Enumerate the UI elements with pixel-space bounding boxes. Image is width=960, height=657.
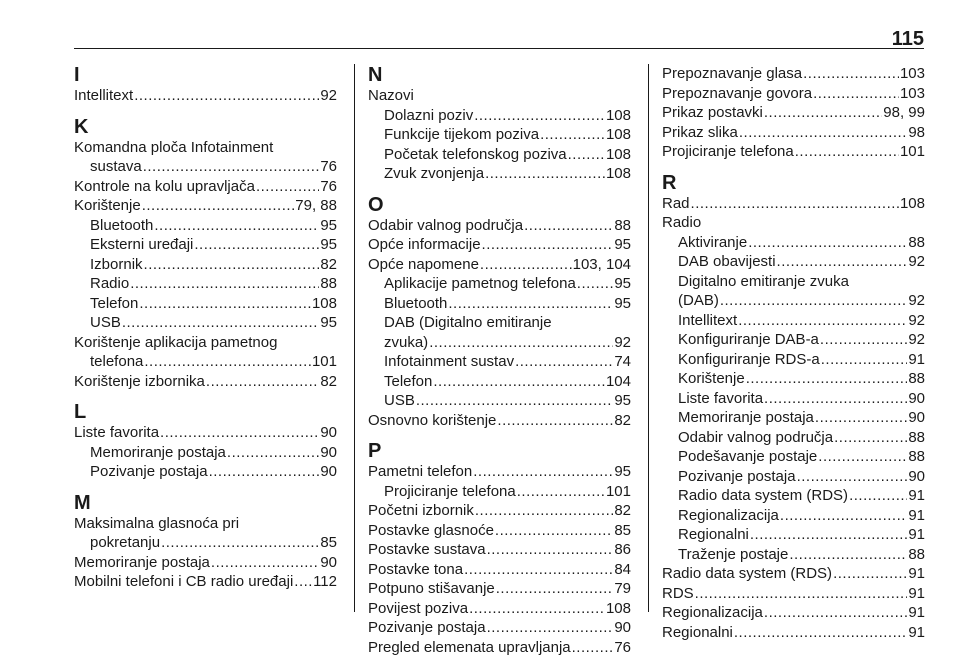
dot-leader: [209, 462, 320, 482]
index-subentry: [74, 274, 337, 294]
entry-page-ref: 76: [320, 177, 337, 197]
entry-term: Podešavanje postaje: [678, 447, 817, 467]
entry-page-ref: 108: [606, 164, 631, 184]
index-subentry: [662, 369, 925, 389]
entry-term: Korištenje: [74, 196, 141, 216]
dot-leader: [849, 486, 907, 506]
entry-page-ref: 90: [320, 443, 337, 463]
dot-leader: [294, 572, 312, 592]
entry-term: Intellitext: [678, 311, 737, 331]
entry-term: Regionalni: [662, 623, 733, 643]
dot-leader: [227, 443, 319, 463]
entry-page-ref: 101: [900, 142, 925, 162]
entry-page-ref: 90: [908, 408, 925, 428]
index-subentry: [368, 372, 631, 392]
dot-leader: [134, 86, 319, 106]
entry-page-ref: 82: [614, 411, 631, 431]
dot-leader: [474, 106, 605, 126]
index-entry: [368, 560, 631, 580]
entry-page-ref: 103: [900, 64, 925, 84]
index-entry: [368, 216, 631, 236]
dot-leader: [160, 423, 319, 443]
entry-page-ref: 88: [908, 428, 925, 448]
index-subentry: [662, 330, 925, 350]
entry-page-ref: 95: [614, 235, 631, 255]
dot-leader: [497, 411, 613, 431]
entry-page-ref: 95: [320, 235, 337, 255]
dot-leader: [480, 255, 572, 275]
entry-page-ref: 92: [320, 86, 337, 106]
index-entry: [368, 255, 631, 275]
index-entry: [368, 411, 631, 431]
index-subentry-text: Digitalno emitiranje zvuka: [662, 272, 925, 292]
entry-page-ref: 103, 104: [573, 255, 631, 275]
entry-page-ref: 108: [312, 294, 337, 314]
entry-page-ref: 98: [908, 123, 925, 143]
entry-term: Pametni telefon: [368, 462, 472, 482]
entry-term: Korištenje izbornika: [74, 372, 205, 392]
header-rule: [74, 48, 924, 49]
dot-leader: [139, 294, 311, 314]
entry-page-ref: 92: [908, 252, 925, 272]
entry-term: DAB obavijesti: [678, 252, 776, 272]
index-subentry: [74, 533, 337, 553]
index-column-2: [368, 64, 631, 657]
entry-page-ref: 92: [908, 291, 925, 311]
entry-page-ref: 84: [614, 560, 631, 580]
dot-leader: [813, 84, 899, 104]
index-entry-text: Komandna ploča Infotainment: [74, 138, 337, 158]
index-subentry: [368, 125, 631, 145]
entry-term: Prikaz slika: [662, 123, 738, 143]
entry-term: Povijest poziva: [368, 599, 468, 619]
entry-page-ref: 91: [908, 350, 925, 370]
entry-term: Konfiguriranje DAB-a: [678, 330, 819, 350]
entry-term: Regionalizacija: [678, 506, 779, 526]
entry-page-ref: 112: [313, 572, 337, 592]
dot-leader: [748, 233, 907, 253]
entry-term: Dolazni poziv: [384, 106, 473, 126]
dot-leader: [433, 372, 605, 392]
index-subentry: [368, 352, 631, 372]
entry-term: Rad: [662, 194, 690, 214]
entry-term: Radio data system (RDS): [662, 564, 832, 584]
entry-term: Telefon: [384, 372, 432, 392]
index-entry: [368, 521, 631, 541]
entry-page-ref: 91: [908, 564, 925, 584]
index-entry: [662, 623, 925, 643]
index-subentry: [368, 482, 631, 502]
entry-page-ref: 74: [614, 352, 631, 372]
entry-page-ref: 85: [614, 521, 631, 541]
entry-page-ref: 90: [320, 462, 337, 482]
index-entry: [368, 618, 631, 638]
entry-term: Potpuno stišavanje: [368, 579, 495, 599]
dot-leader: [122, 313, 319, 333]
entry-term: Eksterni uređaji: [90, 235, 193, 255]
dot-leader: [764, 389, 907, 409]
entry-page-ref: 91: [908, 623, 925, 643]
dot-leader: [473, 462, 613, 482]
index-entry: [74, 372, 337, 392]
dot-leader: [211, 553, 319, 573]
index-subentry: [662, 428, 925, 448]
entry-term: Memoriranje postaja: [678, 408, 814, 428]
entry-term: Memoriranje postaja: [90, 443, 226, 463]
index-entry: [368, 599, 631, 619]
dot-leader: [429, 333, 613, 353]
dot-leader: [572, 638, 614, 657]
index-entry: [74, 553, 337, 573]
index-letter-heading: O: [368, 194, 631, 216]
entry-page-ref: 108: [606, 145, 631, 165]
entry-page-ref: 95: [614, 391, 631, 411]
dot-leader: [487, 540, 614, 560]
index-entry-text: Korištenje aplikacija pametnog: [74, 333, 337, 353]
dot-leader: [130, 274, 319, 294]
dot-leader: [764, 103, 882, 123]
index-entry-text: Maksimalna glasnoća pri: [74, 514, 337, 534]
dot-leader: [691, 194, 899, 214]
entry-page-ref: 92: [614, 333, 631, 353]
dot-leader: [517, 482, 605, 502]
dot-leader: [833, 564, 907, 584]
index-subentry: [662, 447, 925, 467]
dot-leader: [815, 408, 907, 428]
entry-page-ref: 82: [320, 255, 337, 275]
entry-page-ref: 79: [614, 579, 631, 599]
entry-term: Korištenje: [678, 369, 745, 389]
entry-term: Prepoznavanje glasa: [662, 64, 802, 84]
dot-leader: [495, 521, 613, 541]
index-subentry: [662, 467, 925, 487]
index-entry-text: Nazovi: [368, 86, 631, 106]
dot-leader: [206, 372, 319, 392]
dot-leader: [256, 177, 319, 197]
dot-leader: [734, 623, 907, 643]
entry-page-ref: 104: [606, 372, 631, 392]
index-entry: [368, 540, 631, 560]
entry-page-ref: 88: [908, 447, 925, 467]
entry-term: Pozivanje postaja: [90, 462, 208, 482]
entry-page-ref: 88: [320, 274, 337, 294]
entry-page-ref: 76: [320, 157, 337, 177]
column-divider-1: [354, 64, 355, 612]
entry-term: Pregled elemenata upravljanja: [368, 638, 571, 657]
entry-page-ref: 91: [908, 486, 925, 506]
entry-page-ref: 91: [908, 525, 925, 545]
index-subentry: [74, 443, 337, 463]
index-letter-heading: L: [74, 401, 337, 423]
dot-leader: [142, 196, 295, 216]
entry-term: Pozivanje postaja: [678, 467, 796, 487]
entry-term: Memoriranje postaja: [74, 553, 210, 573]
entry-term: Liste favorita: [678, 389, 763, 409]
entry-term: Početak telefonskog poziva: [384, 145, 567, 165]
index-subentry: [74, 313, 337, 333]
entry-page-ref: 82: [614, 501, 631, 521]
entry-term: Postavke glasnoće: [368, 521, 494, 541]
entry-term: Kontrole na kolu upravljača: [74, 177, 255, 197]
index-entry: [74, 177, 337, 197]
entry-term: Aktiviranje: [678, 233, 747, 253]
entry-page-ref: 85: [320, 533, 337, 553]
entry-page-ref: 108: [900, 194, 925, 214]
index-subentry: [662, 252, 925, 272]
entry-page-ref: 108: [606, 106, 631, 126]
index-entry: [662, 123, 925, 143]
index-entry: [662, 584, 925, 604]
entry-term: Pozivanje postaja: [368, 618, 486, 638]
entry-term: Konfiguriranje RDS-a: [678, 350, 820, 370]
dot-leader: [540, 125, 605, 145]
dot-leader: [485, 164, 605, 184]
dot-leader: [834, 428, 907, 448]
dot-leader: [524, 216, 613, 236]
index-subentry: [662, 525, 925, 545]
index-subentry: [662, 233, 925, 253]
entry-term: Bluetooth: [90, 216, 153, 236]
column-divider-2: [648, 64, 649, 612]
entry-page-ref: 103: [900, 84, 925, 104]
index-subentry: [662, 389, 925, 409]
dot-leader: [780, 506, 907, 526]
entry-term: (DAB): [678, 291, 719, 311]
entry-term: Osnovno korištenje: [368, 411, 496, 431]
index-entry: [662, 103, 925, 123]
entry-term: Odabir valnog područja: [368, 216, 523, 236]
index-column-1: [74, 64, 337, 592]
entry-page-ref: 91: [908, 584, 925, 604]
entry-term: Traženje postaje: [678, 545, 788, 565]
index-subentry: [74, 255, 337, 275]
entry-page-ref: 82: [320, 372, 337, 392]
index-subentry: [368, 333, 631, 353]
entry-term: Infotainment sustav: [384, 352, 514, 372]
dot-leader: [416, 391, 613, 411]
entry-page-ref: 86: [614, 540, 631, 560]
index-subentry-text: DAB (Digitalno emitiranje: [368, 313, 631, 333]
index-subentry: [74, 157, 337, 177]
entry-term: Postavke sustava: [368, 540, 486, 560]
entry-term: Odabir valnog područja: [678, 428, 833, 448]
dot-leader: [487, 618, 614, 638]
dot-leader: [154, 216, 319, 236]
dot-leader: [818, 447, 907, 467]
index-letter-heading: I: [74, 64, 337, 86]
entry-page-ref: 95: [614, 294, 631, 314]
index-entry: [662, 64, 925, 84]
index-entry: [662, 603, 925, 623]
entry-term: sustava: [90, 157, 142, 177]
index-entry: [368, 462, 631, 482]
entry-term: Telefon: [90, 294, 138, 314]
dot-leader: [475, 501, 613, 521]
entry-page-ref: 95: [320, 216, 337, 236]
dot-leader: [144, 255, 320, 275]
index-subentry: [368, 106, 631, 126]
entry-term: Mobilni telefoni i CB radio uređaji: [74, 572, 293, 592]
index-subentry: [74, 216, 337, 236]
entry-term: Intellitext: [74, 86, 133, 106]
index-subentry: [368, 294, 631, 314]
dot-leader: [750, 525, 907, 545]
dot-leader: [789, 545, 907, 565]
entry-term: telefona: [90, 352, 143, 372]
index-letter-heading: P: [368, 440, 631, 462]
index-subentry: [662, 506, 925, 526]
entry-page-ref: 101: [606, 482, 631, 502]
entry-page-ref: 79, 88: [295, 196, 337, 216]
index-letter-heading: R: [662, 172, 925, 194]
entry-page-ref: 88: [908, 545, 925, 565]
dot-leader: [738, 311, 907, 331]
entry-term: USB: [384, 391, 415, 411]
entry-page-ref: 92: [908, 311, 925, 331]
entry-term: pokretanju: [90, 533, 160, 553]
index-entry: [74, 86, 337, 106]
entry-page-ref: 90: [320, 553, 337, 573]
entry-term: Zvuk zvonjenja: [384, 164, 484, 184]
index-subentry: [368, 164, 631, 184]
dot-leader: [797, 467, 908, 487]
dot-leader: [695, 584, 908, 604]
entry-page-ref: 90: [908, 467, 925, 487]
entry-term: RDS: [662, 584, 694, 604]
entry-page-ref: 90: [320, 423, 337, 443]
entry-term: Radio data system (RDS): [678, 486, 848, 506]
dot-leader: [144, 352, 311, 372]
index-entry: [74, 572, 337, 592]
page-number: 115: [892, 28, 924, 51]
entry-term: Projiciranje telefona: [384, 482, 516, 502]
index-subentry: [662, 350, 925, 370]
index-entry: [368, 638, 631, 657]
index-column-3: [662, 64, 925, 642]
index-entry: [662, 564, 925, 584]
entry-page-ref: 95: [614, 274, 631, 294]
entry-term: Regionalizacija: [662, 603, 763, 623]
entry-term: Aplikacije pametnog telefona: [384, 274, 576, 294]
index-subentry: [74, 294, 337, 314]
dot-leader: [795, 142, 899, 162]
index-letter-heading: N: [368, 64, 631, 86]
dot-leader: [194, 235, 319, 255]
dot-leader: [720, 291, 907, 311]
dot-leader: [448, 294, 613, 314]
index-entry: [662, 142, 925, 162]
index-subentry: [662, 545, 925, 565]
entry-page-ref: 92: [908, 330, 925, 350]
entry-page-ref: 88: [908, 369, 925, 389]
entry-term: Funkcije tijekom poziva: [384, 125, 539, 145]
index-subentry: [74, 235, 337, 255]
entry-term: Bluetooth: [384, 294, 447, 314]
dot-leader: [161, 533, 319, 553]
entry-page-ref: 88: [908, 233, 925, 253]
entry-page-ref: 76: [614, 638, 631, 657]
entry-term: Prikaz postavki: [662, 103, 763, 123]
index-subentry: [368, 145, 631, 165]
entry-page-ref: 108: [606, 599, 631, 619]
dot-leader: [803, 64, 899, 84]
entry-term: Radio: [90, 274, 129, 294]
index-entry: [368, 235, 631, 255]
dot-leader: [821, 350, 908, 370]
dot-leader: [764, 603, 907, 623]
index-subentry: [74, 462, 337, 482]
entry-term: USB: [90, 313, 121, 333]
index-subentry: [662, 408, 925, 428]
entry-page-ref: 91: [908, 603, 925, 623]
dot-leader: [746, 369, 908, 389]
entry-term: Regionalni: [678, 525, 749, 545]
index-entry-text: Radio: [662, 213, 925, 233]
dot-leader: [143, 157, 320, 177]
entry-term: Liste favorita: [74, 423, 159, 443]
index-subentry: [662, 486, 925, 506]
index-entry: [74, 423, 337, 443]
dot-leader: [482, 235, 614, 255]
index-subentry: [74, 352, 337, 372]
entry-term: Projiciranje telefona: [662, 142, 794, 162]
index-subentry: [662, 311, 925, 331]
entry-page-ref: 101: [312, 352, 337, 372]
entry-term: Prepoznavanje govora: [662, 84, 812, 104]
dot-leader: [777, 252, 908, 272]
index-letter-heading: M: [74, 492, 337, 514]
entry-page-ref: 98, 99: [883, 103, 925, 123]
index-subentry: [368, 391, 631, 411]
index-entry: [368, 579, 631, 599]
dot-leader: [577, 274, 614, 294]
entry-term: Početni izbornik: [368, 501, 474, 521]
entry-page-ref: 90: [908, 389, 925, 409]
entry-page-ref: 88: [614, 216, 631, 236]
entry-page-ref: 95: [614, 462, 631, 482]
index-subentry: [662, 291, 925, 311]
index-entry: [368, 501, 631, 521]
entry-term: Postavke tona: [368, 560, 463, 580]
index-letter-heading: K: [74, 116, 337, 138]
entry-page-ref: 91: [908, 506, 925, 526]
entry-term: zvuka): [384, 333, 428, 353]
dot-leader: [820, 330, 907, 350]
index-entry: [662, 84, 925, 104]
index-entry: [74, 196, 337, 216]
dot-leader: [739, 123, 907, 143]
dot-leader: [515, 352, 613, 372]
index-entry: [662, 194, 925, 214]
dot-leader: [464, 560, 613, 580]
entry-page-ref: 95: [320, 313, 337, 333]
entry-term: Opće informacije: [368, 235, 481, 255]
index-subentry: [368, 274, 631, 294]
dot-leader: [568, 145, 605, 165]
entry-term: Opće napomene: [368, 255, 479, 275]
entry-page-ref: 108: [606, 125, 631, 145]
dot-leader: [469, 599, 605, 619]
dot-leader: [496, 579, 614, 599]
entry-page-ref: 90: [614, 618, 631, 638]
entry-term: Izbornik: [90, 255, 143, 275]
